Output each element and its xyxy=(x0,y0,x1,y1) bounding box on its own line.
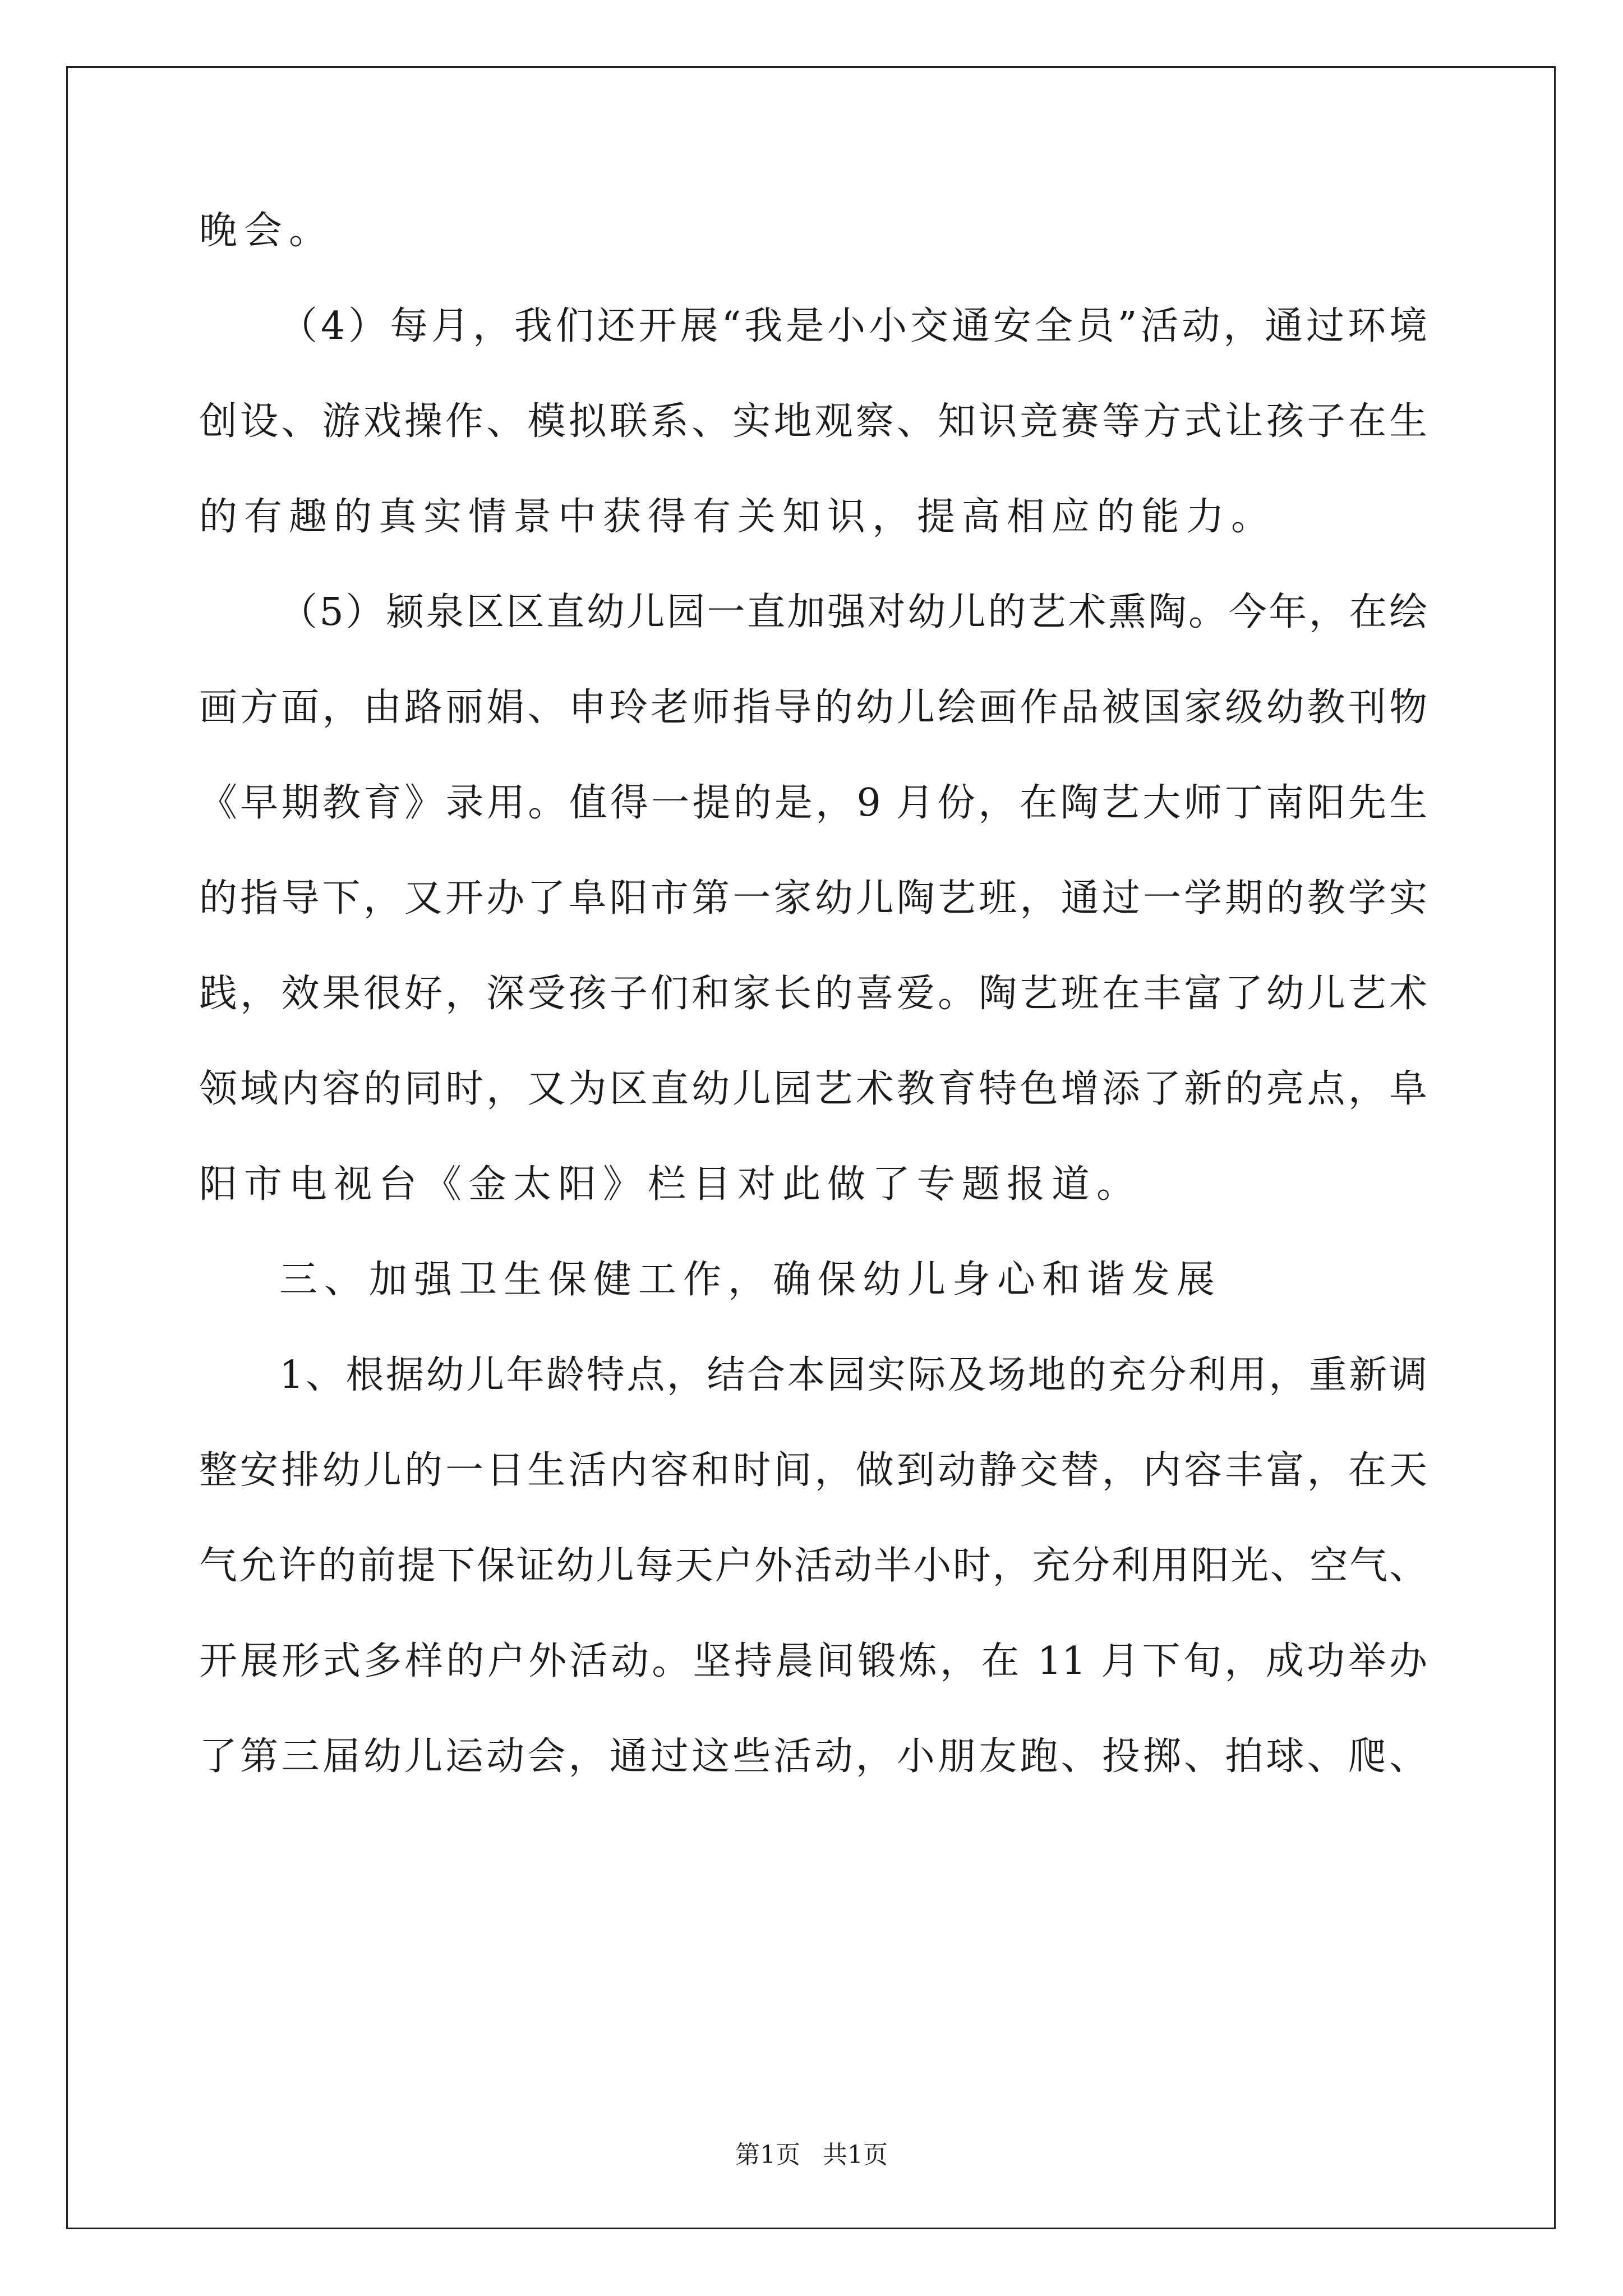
text-line: 领域内容的同时，又为区直幼儿园艺术教育特色增添了新的亮点，阜 xyxy=(199,1067,1427,1111)
text-line: 践，效果很好，深受孩子们和家长的喜爱。陶艺班在丰富了幼儿艺术 xyxy=(199,972,1427,1016)
text-line: 晚会。 xyxy=(199,209,334,253)
text-line: （5）颍泉区区直幼儿园一直加强对幼儿的艺术熏陶。今年，在绘 xyxy=(279,590,1427,634)
text-line: 《早期教育》录用。值得一提的是，9 月份，在陶艺大师丁南阳先生 xyxy=(199,781,1427,825)
page-number: 第1页 xyxy=(735,2141,800,2169)
text-line: 1、根据幼儿年龄特点，结合本园实际及场地的充分利用，重新调 xyxy=(279,1353,1427,1397)
text-line: 整安排幼儿的一日生活内容和时间，做到动静交替，内容丰富，在天 xyxy=(199,1448,1427,1493)
text-line: 创设、游戏操作、模拟联系、实地观察、知识竞赛等方式让孩子在生 xyxy=(199,399,1427,444)
page-total: 共1页 xyxy=(823,2141,888,2169)
text-line: 了第三届幼儿运动会，通过这些活动，小朋友跑、投掷、拍球、爬、 xyxy=(199,1734,1427,1779)
text-line: （4）每月，我们还开展“我是小小交通安全员”活动，通过环境 xyxy=(279,304,1427,348)
text-line: 气允许的前提下保证幼儿每天户外活动半小时，充分利用阳光、空气、 xyxy=(199,1544,1427,1588)
text-line: 的有趣的真实情景中获得有关知识，提高相应的能力。 xyxy=(199,495,1276,539)
text-line: 画方面，由路丽娟、申玲老师指导的幼儿绘画作品被国家级幼教刊物 xyxy=(199,685,1427,730)
section-heading: 三、加强卫生保健工作，确保幼儿身心和谐发展 xyxy=(279,1258,1222,1302)
text-line: 开展形式多样的户外活动。坚持晨间锻炼，在 11 月下旬，成功举办 xyxy=(199,1639,1427,1683)
text-line: 阳市电视台《金太阳》栏目对此做了专题报道。 xyxy=(199,1162,1142,1207)
text-line: 的指导下，又开办了阜阳市第一家幼儿陶艺班，通过一学期的教学实 xyxy=(199,876,1427,921)
page-footer xyxy=(0,2138,1623,2172)
